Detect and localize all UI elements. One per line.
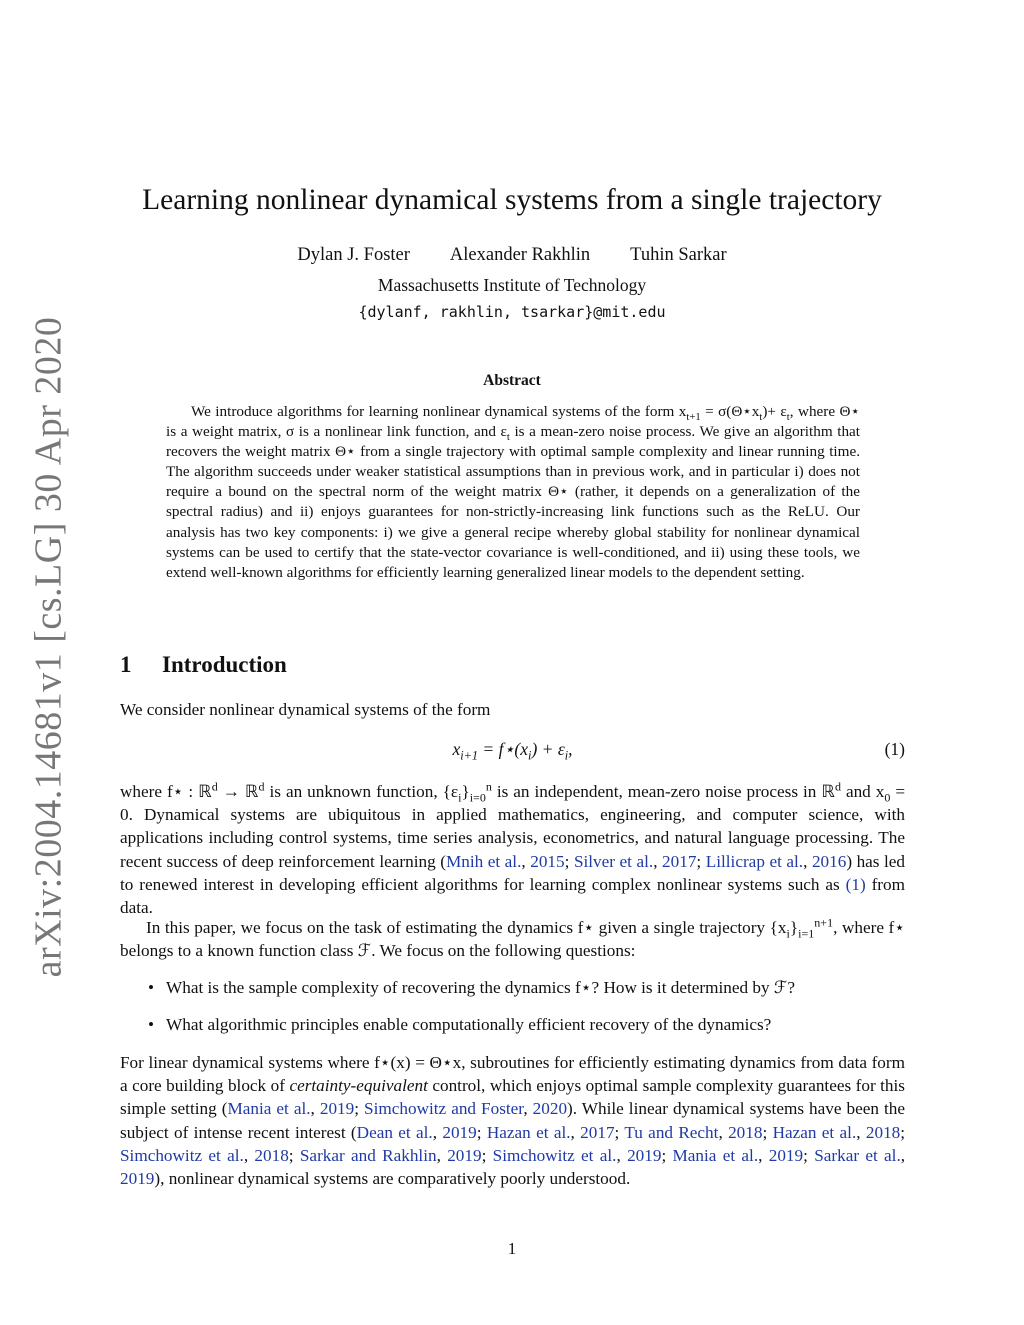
- paper-title: Learning nonlinear dynamical systems from a single trajectory: [142, 184, 882, 216]
- intro-paragraph-1: where f⋆ : ℝ$^d$ → ℝ$^d$ is an unknown function, $\{\varepsilon_i\}_{i=0}^n$ is an independent, mean-zero noise process in ℝ$^d$ and $x_0 = 0$. Dynamical systems are ubiquitous in applied mathematics, engineering, and computer science, with applications including control systems, time series analysis, econometrics, and natural language processing. The recent success of deep reinforcement learning (Mnih et al., 2015; Silver et al., 2017; Lillicrap et al., 2016) has led to renewed interest in developing efficient algorithms for learning complex nonlinear systems such as (1) from data.: [120, 779, 906, 918]
- author-list: [0, 245, 1024, 266]
- abstract-heading: Abstract: [483, 372, 541, 389]
- section-heading-introduction: [120, 652, 287, 678]
- author-name: Tuhin Sarkar: [630, 245, 727, 265]
- intro-paragraph-2: In this paper, we focus on the task of estimating the dynamics f⋆ given a single trajectory $\{x_i\}_{i=1}^{n+1}$, where f⋆ belongs to a known function class ℱ. We focus on the following questions:: [120, 915, 905, 961]
- equation-1: [120, 739, 905, 763]
- section-number: 1: [120, 652, 132, 677]
- arxiv-identifier-text: arXiv:2004.14681v1 [cs.LG] 30 Apr 2020: [27, 316, 70, 978]
- section-title: Introduction: [162, 652, 287, 677]
- author-emails: {dylanf, rakhlin, tsarkar}@mit.edu: [358, 303, 666, 321]
- list-item: • What algorithmic principles enable computationally efficient recovery of the dynamics?: [148, 1013, 905, 1036]
- equation-number: (1): [884, 739, 905, 759]
- author-name: Alexander Rakhlin: [449, 245, 591, 265]
- arxiv-identifier-stamp: [18, 316, 78, 978]
- research-questions-list: [148, 976, 905, 1050]
- abstract-body: We introduce algorithms for learning nonlinear dynamical systems of the form $x_{t+1}$ = $\sigma(\Theta⋆x_t)+ \varepsilon_t$, where Θ⋆ is a weight matrix, σ is a nonlinear link function, and $\varepsilon_t$ is a mean-zero noise process. We give an algorithm that recovers the weight matrix Θ⋆ from a single trajectory with optimal sample complexity and linear running time. The algorithm succeeds under weaker statistical assumptions than in previous work, and in particular i) does not require a bound on the spectral norm of the weight matrix Θ⋆ (rather, it depends on a generalization of the spectral radius) and ii) enjoys guarantees for non-strictly-increasing link functions such as the ReLU. Our analysis has two key components: i) we give a general recipe whereby global stability for nonlinear dynamical systems can be used to certify that the state-vector covariance is well-conditioned, and ii) using these tools, we extend well-known algorithms for efficiently learning generalized linear models to the dependent setting.: [166, 403, 861, 581]
- author-name: Dylan J. Foster: [297, 245, 410, 265]
- author-affiliation: Massachusetts Institute of Technology: [377, 275, 647, 295]
- page-number: 1: [507, 1239, 517, 1258]
- list-item: • What is the sample complexity of recovering the dynamics f⋆? How is it determined by ℱ?: [148, 976, 905, 999]
- intro-paragraph-3: For linear dynamical systems where f⋆(x) = Θ⋆x, subroutines for efficiently estimating dynamics from data form a core building block of certainty-equivalent control, which enjoys optimal sample complexity guarantees for this simple setting (Mania et al., 2019; Simchowitz and Foster, 2020). While linear dynamical systems have been the subject of intense recent interest (Dean et al., 2019; Hazan et al., 2017; Tu and Recht, 2018; Hazan et al., 2018; Simchowitz et al., 2018; Sarkar and Rakhlin, 2019; Simchowitz et al., 2019; Mania et al., 2019; Sarkar et al., 2019), nonlinear dynamical systems are comparatively poorly understood.: [120, 1053, 906, 1189]
- intro-lead-sentence: We consider nonlinear dynamical systems of the form: [120, 700, 491, 719]
- equation-expression: $x_{i+1}$ = $f⋆(x_i) + \varepsilon_i$,: [452, 739, 573, 763]
